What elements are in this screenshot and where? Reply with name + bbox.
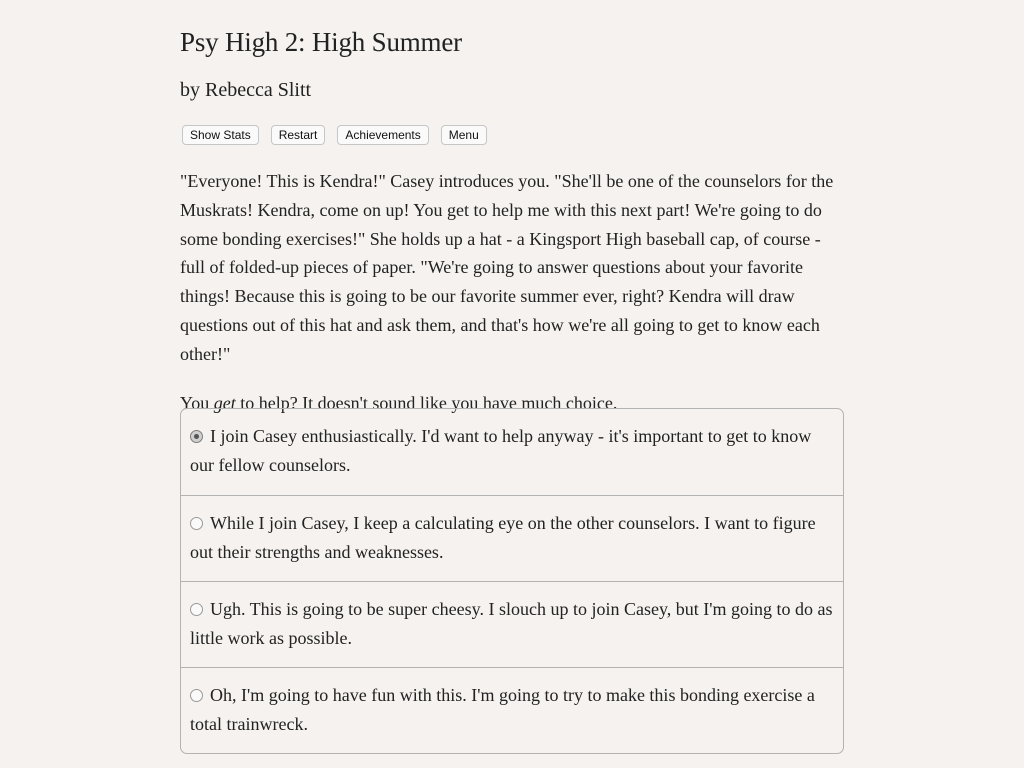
radio-button-icon[interactable]	[190, 430, 203, 443]
choice-list	[180, 408, 844, 754]
toolbar	[182, 125, 487, 145]
story-text	[180, 167, 844, 417]
radio-button-icon[interactable]	[190, 517, 203, 530]
menu-button[interactable]: Menu	[441, 125, 487, 145]
radio-button-icon[interactable]	[190, 689, 203, 702]
choice-label: Oh, I'm going to have fun with this. I'm going to try to make this bonding exercise a total trainwreck.	[190, 685, 815, 734]
choice-label: I join Casey enthusiastically. I'd want to help anyway - it's important to get to know our fellow counselors.	[190, 426, 812, 475]
choice-option-4[interactable]	[181, 667, 843, 753]
choice-label: While I join Casey, I keep a calculating eye on the other counselors. I want to figure out their strengths and weaknesses.	[190, 513, 816, 562]
show-stats-button[interactable]: Show Stats	[182, 125, 259, 145]
achievements-button[interactable]: Achievements	[337, 125, 428, 145]
story-emphasis: get	[213, 392, 236, 413]
story-text-segment: to help? It doesn't sound like you have much choice.	[235, 392, 618, 413]
radio-button-icon[interactable]	[190, 603, 203, 616]
restart-button[interactable]: Restart	[271, 125, 326, 145]
story-paragraph: "Everyone! This is Kendra!" Casey introduces you. "She'll be one of the counselors for the Muskrats! Kendra, come on up! You get to help me with this next part! We're going to do some bonding exercises!" She holds up a hat - a Kingsport High baseball cap, of course - full of folded-up pieces of paper. "We're going to answer questions about your favorite things! Because this is going to be our favorite summer ever, right? Kendra will draw questions out of this hat and ask them, and that's how we're all going to get to know each other!"	[180, 171, 834, 364]
story-text-segment: You	[180, 392, 214, 413]
choice-option-3[interactable]	[181, 581, 843, 667]
game-title: Psy High 2: High Summer	[180, 27, 462, 57]
choice-label: Ugh. This is going to be super cheesy. I slouch up to join Casey, but I'm going to do as little work as possible.	[190, 599, 833, 648]
choice-option-2[interactable]	[181, 495, 843, 581]
game-author: by Rebecca Slitt	[180, 79, 312, 101]
choice-option-1[interactable]	[181, 409, 843, 495]
